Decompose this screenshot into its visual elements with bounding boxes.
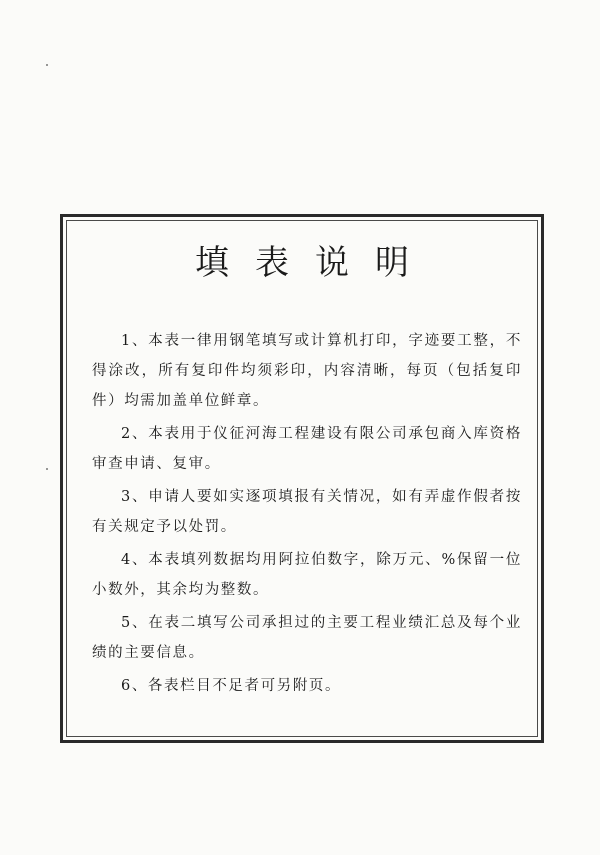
instruction-item-2: 2、本表用于仪征河海工程建设有限公司承包商入库资格审查申请、复审。: [92, 426, 522, 472]
instruction-item-1: 1、本表一律用钢笔填写或计算机打印，字迹要工整，不得涂改，所有复印件均须彩印，内容清晰，每页（包括复印件）均需加盖单位鲜章。: [92, 333, 522, 409]
instruction-list: [92, 326, 522, 704]
scan-speck: [46, 468, 48, 470]
instruction-item-6: 6、各表栏目不足者可另附页。: [121, 678, 342, 694]
scan-speck: [46, 64, 48, 66]
instruction-item-4: 4、本表填列数据均用阿拉伯数字，除万元、%保留一位小数外，其余均为整数。: [92, 552, 522, 598]
instruction-item-5: 5、在表二填写公司承担过的主要工程业绩汇总及每个业绩的主要信息。: [92, 615, 522, 661]
page-title: 填表说明: [195, 243, 435, 283]
instruction-item-3: 3、申请人要如实逐项填报有关情况，如有弄虚作假者按有关规定予以处罚。: [92, 489, 522, 535]
